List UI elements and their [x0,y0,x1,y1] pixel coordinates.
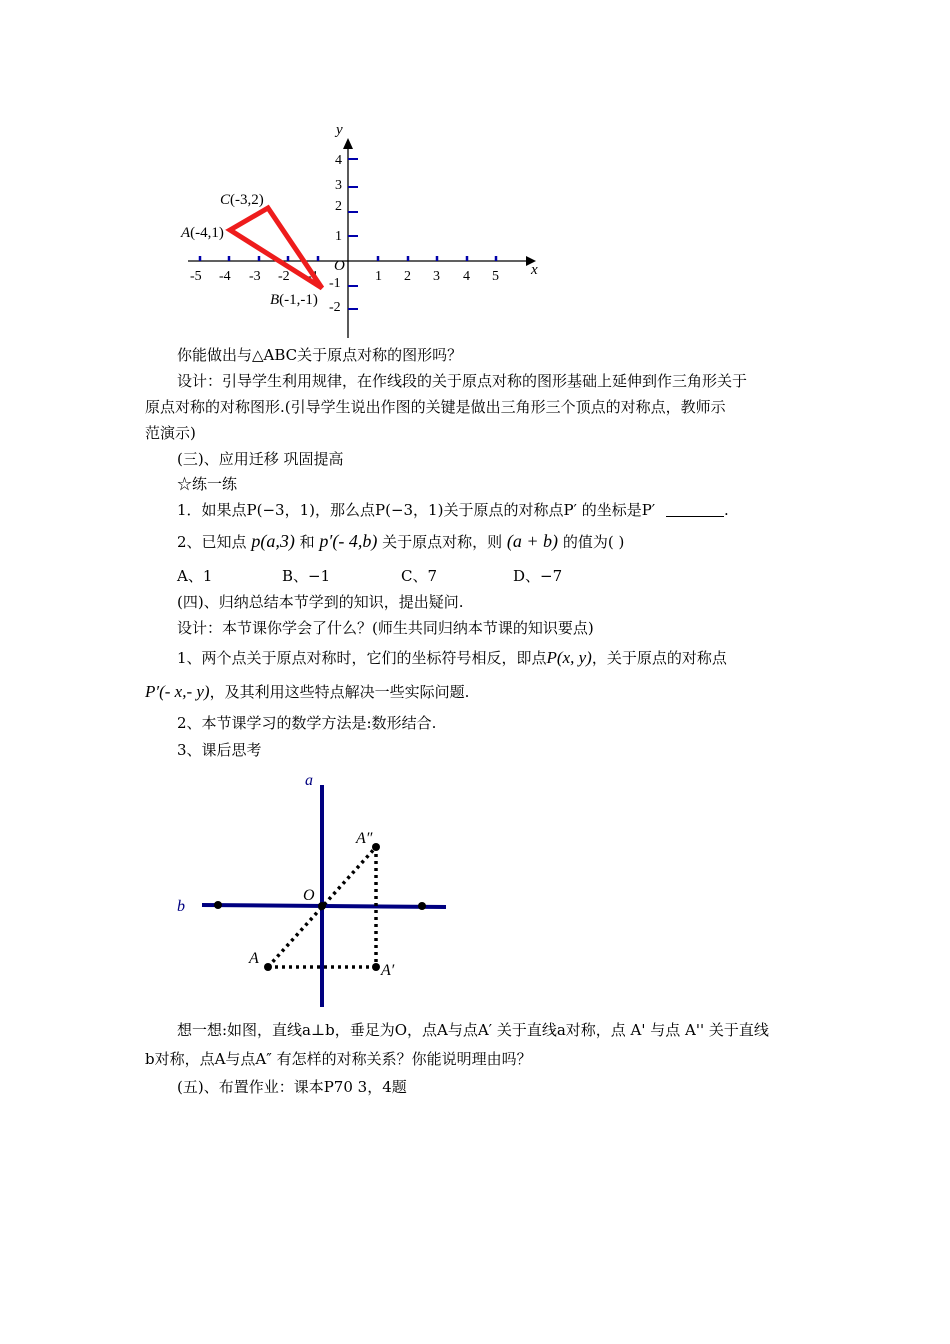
summary-1-text-a: 1、两个点关于原点对称时，它们的坐标符号相反，即点 [177,649,547,667]
point-c-label: C(-3,2) [220,192,264,208]
y-tick-label: -1 [329,276,341,291]
y-tick-label: -2 [329,300,341,315]
reflection-figure [0,765,950,1025]
formula-p: p(a,3) [251,531,295,551]
option-a: A、1 [177,567,213,585]
formula-pxy: P(x, y) [546,648,592,667]
point-a-label: A(-4,1) [181,225,224,241]
formula-p-prime: p′(- 4,b) [319,531,378,551]
origin-label: O [334,258,345,274]
point-b-right [418,902,426,910]
x-tick-label: 5 [492,269,499,284]
summary-point-1-cont [145,682,469,702]
x-tick-label: -4 [219,269,231,284]
point-a-prime [372,963,380,971]
origin-o-label: O [303,887,315,904]
x-tick-label: -1 [307,269,319,284]
x-axis-label: x [531,262,538,278]
option-c: C、7 [401,567,438,585]
y-tick-label: 3 [335,178,342,193]
exercise-2-post: 关于原点对称，则 [382,533,503,551]
coordinate-graph [0,0,950,340]
exercise-2-end: 的值为( ) [562,533,625,551]
summary-1-text-c: ，及其利用这些特点解决一些实际问题. [209,683,470,701]
point-b-left [214,901,222,909]
x-tick-label: -2 [278,269,290,284]
exercise-2-pre: 2、已知点 [177,533,247,551]
paragraph-question: 你能做出与△ABC关于原点对称的图形吗？ [177,346,463,364]
summary-1-text-b: ，关于原点的对称点 [591,649,727,667]
line-b-label: b [177,898,185,915]
x-tick-label: 4 [463,269,470,284]
section-heading-5: (五)、布置作业：课本P70 3，4题 [177,1078,407,1096]
option-d: D、−7 [513,567,563,585]
point-a-double-prime-label: A″ [356,830,373,847]
paragraph-design-summary: 设计：本节课你学会了什么？(师生共同归纳本节课的知识要点) [177,619,594,637]
y-axis-arrow [343,138,353,149]
x-tick-label: 1 [375,269,382,284]
point-o [318,902,326,910]
answer-blank [666,502,724,517]
y-tick-marks [348,159,358,309]
summary-point-1 [177,648,727,668]
point-a-prime-label: A′ [381,962,395,979]
exercise-1-text: 1．如果点P(−3，1)，那么点P(−3，1)关于原点的对称点P′ 的坐标是P′ [177,501,656,519]
practice-heading: ☆练一练 [177,475,238,493]
exercise-1: 1．如果点P(−3，1)，那么点P(−3，1)关于原点的对称点P′ 的坐标是P′ . [177,501,729,519]
exercise-2 [177,531,624,552]
paragraph-design-3: 范演示) [145,424,196,442]
think-question-1: 想一想:如图，直线a⊥b，垂足为O，点A与点A′ 关于直线a对称，点 A' 与点 A'' 关于直线 [177,1021,769,1039]
paragraph-design-1: 设计：引导学生利用规律，在作线段的关于原点对称的图形基础上延伸到作三角形关于 [177,372,748,390]
y-tick-label: 2 [335,199,342,214]
x-tick-label: 2 [404,269,411,284]
think-question-2: b对称，点A与点A″ 有怎样的对称关系？你能说明理由吗？ [145,1050,532,1068]
option-b: B、−1 [282,567,331,585]
section-heading-3: (三)、应用迁移 巩固提高 [177,450,344,468]
y-tick-label: 4 [335,153,342,168]
paragraph-design-2: 原点对称的对称图形.(引导学生说出作图的关键是做出三角形三个顶点的对称点，教师示 [145,398,726,416]
summary-point-2: 2、本节课学习的数学方法是:数形结合. [177,714,437,732]
line-a-label: a [305,772,313,789]
y-tick-label: 1 [335,229,342,244]
point-b-label: B(-1,-1) [270,292,318,308]
formula-p-prime-neg: P′(- x,- y) [145,682,210,701]
formula-a-plus-b: (a + b) [506,531,559,551]
section-heading-4: (四)、归纳总结本节学到的知识，提出疑问. [177,593,464,611]
point-a-label: A [249,950,259,967]
x-tick-label: -3 [249,269,261,284]
point-a-double-prime [372,843,380,851]
summary-point-3: 3、课后思考 [177,741,262,759]
exercise-2-mid: 和 [299,533,315,551]
x-tick-label: -5 [190,269,202,284]
point-a [264,963,272,971]
x-tick-label: 3 [433,269,440,284]
y-axis-label: y [336,122,343,138]
